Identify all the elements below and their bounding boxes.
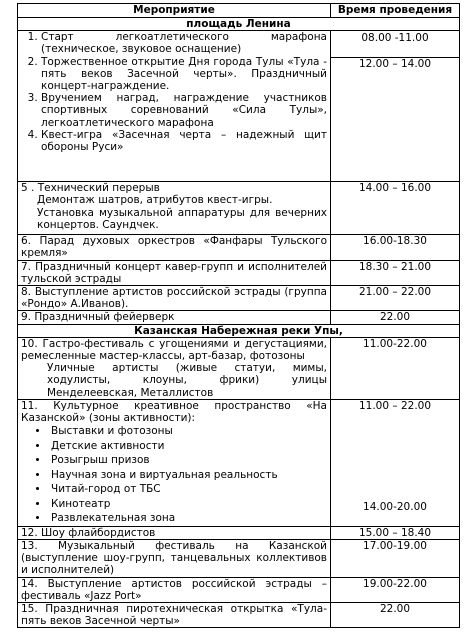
event-cell bbox=[18, 182, 331, 235]
time-value: 16.00-18.30 bbox=[331, 235, 460, 260]
table-row bbox=[18, 526, 460, 539]
section-row bbox=[18, 18, 460, 31]
time-cell bbox=[331, 399, 460, 526]
header-row bbox=[18, 4, 460, 18]
activity-list bbox=[21, 424, 327, 526]
event-cell bbox=[18, 399, 331, 526]
event-text: 7. Праздничный концерт кавер-групп и исполнителей тульской эстрады bbox=[18, 260, 331, 285]
header-time: Время проведения bbox=[331, 4, 460, 18]
time-value: 14.00 – 16.00 bbox=[331, 182, 460, 235]
table-row bbox=[18, 286, 460, 311]
list-item: 3. Вручением наград, награждение участников спортивных соревнований «Сила Тулы», легкоатлетического марафона bbox=[41, 92, 327, 129]
time-value: 15.00 – 18.40 bbox=[331, 526, 460, 539]
time-value: 11.00-22.00 bbox=[331, 337, 460, 399]
time-value: 17.00-19.00 bbox=[331, 539, 460, 577]
table-row bbox=[18, 311, 460, 324]
event-text: 5 . Технический перерыв bbox=[21, 182, 160, 195]
time-value: 21.00 – 22.00 bbox=[331, 286, 460, 311]
section-row bbox=[18, 324, 460, 337]
time-value: 14.00-20.00 bbox=[363, 500, 427, 513]
time-value: 22.00 bbox=[331, 311, 460, 324]
event-text: 12. Шоу флайбордистов bbox=[18, 526, 331, 539]
table-row bbox=[18, 31, 460, 182]
time-value: 11.00 – 22.00 bbox=[358, 399, 432, 412]
event-cell bbox=[18, 31, 331, 182]
list-item: • Развлекательная зона bbox=[49, 511, 327, 526]
event-text: 15. Праздничная пиротехническая открытка «Тула-пять веков Засечной черты» bbox=[18, 602, 331, 627]
list-item: • Кинотеатр bbox=[49, 497, 327, 512]
list-item: • Розыгрыш призов bbox=[49, 453, 327, 468]
header-event: Мероприятие bbox=[18, 4, 331, 18]
event-text: 11. Культурное креативное пространство «На Казанской» (зоны активности): bbox=[21, 399, 327, 425]
list-item: • Читай-город от ТБС bbox=[49, 482, 327, 497]
section-title: площадь Ленина bbox=[18, 18, 460, 31]
time-value: 18.30 – 21.00 bbox=[331, 260, 460, 285]
event-text: 14. Выступление артистов российской эстрады – фестиваль «Jazz Port» bbox=[18, 577, 331, 602]
section-title: Казанская Набережная реки Упы, bbox=[18, 324, 460, 337]
time-value: 12.00 – 14.00 bbox=[358, 58, 432, 71]
table-row bbox=[18, 399, 460, 526]
event-list bbox=[21, 31, 327, 153]
event-text: 9. Праздничный фейерверк bbox=[18, 311, 331, 324]
time-value: 08.00 -11.00 bbox=[331, 31, 459, 58]
list-item: • Выставки и фотозоны bbox=[49, 424, 327, 439]
table-row bbox=[18, 602, 460, 627]
event-text: Уличные артисты (живые статуи, мимы, ходулисты, клоуны, фрики) улицы Менделеевская, Металлистов bbox=[47, 362, 327, 399]
list-item: 1. Старт легкоатлетического марафона (техническое, звуковое оснащение) bbox=[41, 31, 327, 55]
event-text: Демонтаж шатров, атрибутов квест-игры. bbox=[37, 194, 273, 207]
time-cell bbox=[331, 31, 460, 182]
schedule-table bbox=[17, 3, 460, 628]
table-row bbox=[18, 182, 460, 235]
table-row bbox=[18, 539, 460, 577]
time-value: 22.00 bbox=[331, 602, 460, 627]
event-text: 6. Парад духовых оркестров «Фанфары Тульского кремля» bbox=[18, 235, 331, 260]
table-row bbox=[18, 577, 460, 602]
event-cell bbox=[18, 337, 331, 399]
table-row bbox=[18, 337, 460, 399]
table-row bbox=[18, 235, 460, 260]
list-item: • Детские активности bbox=[49, 439, 327, 454]
list-item: 4. Квест-игра «Засечная черта – надежный щит обороны Руси» bbox=[41, 129, 327, 153]
event-text: Установка музыкальной аппаратуры для вечерних концертов. Саундчек. bbox=[37, 206, 327, 231]
table-row bbox=[18, 260, 460, 285]
event-text: 10. Гастро-фестиваль с угощениями и дегустациями, ремесленные мастер-классы, арт-базар, фотозоны bbox=[21, 337, 327, 363]
time-value: 19.00-22.00 bbox=[331, 577, 460, 602]
list-item: • Научная зона и виртуальная реальность bbox=[49, 468, 327, 483]
list-item: 2. Торжественное открытие Дня города Тулы «Тула - пять веков Засечной черты». Праздничный концерт-награждение. bbox=[41, 56, 327, 93]
event-text: 13. Музыкальный фестиваль на Казанской (выступление шоу-групп, танцевальных коллективов и исполнителей) bbox=[18, 539, 331, 577]
event-text: 8. Выступление артистов российской эстрады (группа «Рондо» А.Иванов). bbox=[18, 286, 331, 311]
